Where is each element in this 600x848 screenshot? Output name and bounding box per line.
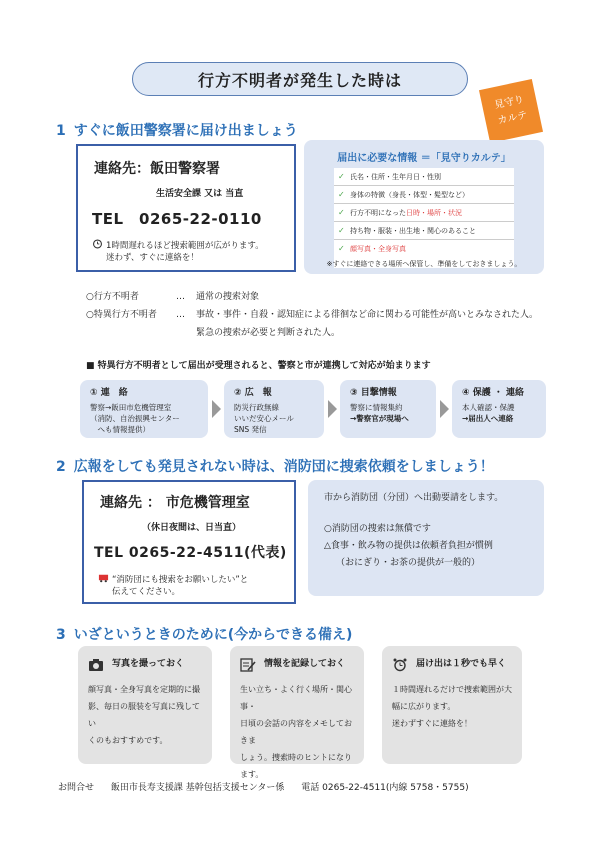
rice-ball-icon: △	[324, 541, 331, 551]
check-icon: ✓	[338, 172, 345, 181]
alarm-clock-icon	[392, 658, 408, 672]
footer-tel[interactable]: 電話 0265-22-4511(内線 5758・5755)	[301, 783, 469, 793]
karte-item: ✓ 身体の特徴（身長・体型・髪型など）	[334, 186, 514, 204]
city-note-line2: 伝えてください。	[112, 587, 181, 597]
definition-row: ○行方不明者 … 通常の捜索対象	[86, 292, 260, 302]
police-tel[interactable]: TEL 0265-22-0110	[92, 210, 262, 228]
section2-number: 2	[56, 459, 66, 475]
page-title: 行方不明者が発生した時は	[132, 62, 468, 96]
karte-item: ✓ 行方不明になった日時・場所・状況	[334, 204, 514, 222]
fire-truck-icon	[98, 572, 109, 583]
camera-icon	[88, 658, 104, 672]
section3-number: 3	[56, 627, 66, 643]
section3-heading	[56, 624, 352, 644]
tag-line2: カルテ	[496, 109, 529, 127]
card-record: 情報を記録しておく 生い立ち・よく行く場所・関心事・ 日頃の会話の内容をメモしておきま しょう。捜索時のヒントになります。	[230, 646, 364, 764]
definition-row: 緊急の捜索が必要と判断された人。	[196, 328, 341, 338]
check-icon: ✓	[338, 208, 345, 217]
step-protect: ④ 保護 ・ 連絡 本人確認・保護 →届出人へ連絡	[452, 380, 546, 438]
panel-line: 市から消防団（分団）へ出動要請をします。	[324, 493, 504, 503]
karte-item: ✓ 持ち物・服装・出生地・関心のあること	[334, 222, 514, 240]
city-tel[interactable]: TEL 0265-22-4511(代表)	[94, 545, 287, 561]
city-contact-title: 連絡先 ： 市危機管理室	[100, 495, 250, 511]
mimamori-karte-tag	[479, 79, 543, 143]
arrow-right-icon	[328, 400, 337, 418]
section1-heading	[56, 120, 298, 140]
footer-label: お問合せ	[58, 783, 95, 793]
panel-line: △食事・飲み物の提供は依頼者負担が慣例	[324, 541, 493, 551]
footer-contact	[58, 780, 483, 793]
arrow-right-icon	[440, 400, 449, 418]
card-report: 届け出は１秒でも早く １時間遅れるだけで捜索範囲が大 幅に広がります。 迷わずすぐに連絡を！	[382, 646, 522, 764]
footer-dept: 飯田市長寿支援課 基幹包括支援センター係	[110, 783, 285, 793]
memo-pencil-icon	[240, 658, 256, 672]
police-dept: 生活安全課 又は 当直	[156, 189, 244, 199]
definitions	[86, 288, 538, 342]
karte-footnote: ※すぐに連絡できる場所へ保管し、準備をしておきましょう。	[326, 260, 522, 268]
check-icon: ✓	[338, 226, 345, 235]
section2-heading	[56, 456, 494, 476]
city-note	[98, 572, 248, 598]
section1-number: 1	[56, 123, 66, 139]
section2-heading-text: 広報をしても発見されない時は、消防団に捜索依頼をしましょう！	[73, 459, 494, 475]
karte-title: 届出に必要な情報 ＝「見守りカルテ」	[337, 153, 511, 164]
step-publicity: ② 広 報 防災行政無線 いいだ安心メール SNS 発信	[224, 380, 324, 438]
police-note	[92, 238, 264, 264]
police-note-line1: 1時間遅れるほど捜索範囲が広がります。	[106, 241, 264, 251]
karte-list	[334, 168, 514, 268]
panel-line: （おにぎり・お茶の提供が一般的）	[336, 558, 481, 568]
step-contact: ① 連 絡 警察→飯田市危機管理室 （消防、自治振興センター へも情報提供）	[80, 380, 208, 438]
tag-line1: 見守り	[493, 94, 526, 112]
city-holiday: （休日夜間は、日当直）	[142, 523, 242, 533]
check-icon: ✓	[338, 190, 345, 199]
section3-heading-text: いざというときのために(今からできる備え)	[73, 627, 353, 643]
city-contact-box	[82, 480, 296, 604]
step-witness: ③ 目撃情報 警察に情報集約 →警察官が現場へ	[340, 380, 436, 438]
definition-row: ○特異行方不明者 … 事故・事件・自殺・認知症による徘徊など命に関わる可能性が高いとみなされた人。	[86, 310, 539, 320]
fire-brigade-panel	[308, 480, 544, 596]
karte-panel	[304, 140, 544, 274]
karte-item: ✓ 氏名・住所・生年月日・性別	[334, 168, 514, 186]
police-contact-title: 連絡先：飯田警察署	[94, 161, 220, 177]
karte-item: ✓ 顔写真・全身写真	[334, 240, 514, 258]
flow-intro: ■ 特異行方不明者として届出が受理されると、警察と市が連携して対応が始まります	[86, 361, 431, 371]
police-note-line2: 迷わず、すぐに連絡を！	[106, 253, 199, 263]
arrow-right-icon	[212, 400, 221, 418]
city-note-line1: “消防団にも捜索をお願いしたい”と	[112, 575, 249, 585]
check-icon: ✓	[338, 244, 345, 253]
panel-line: ○消防団の捜索は無償です	[324, 524, 431, 534]
alarm-clock-icon	[92, 238, 103, 249]
card-photo: 写真を撮っておく 顔写真・全身写真を定期的に撮 影、毎日の服装を写真に残してい くのもおすすめです。	[78, 646, 212, 764]
section1-heading-text: すぐに飯田警察署に届け出ましょう	[73, 123, 298, 139]
police-contact-box	[76, 144, 296, 272]
